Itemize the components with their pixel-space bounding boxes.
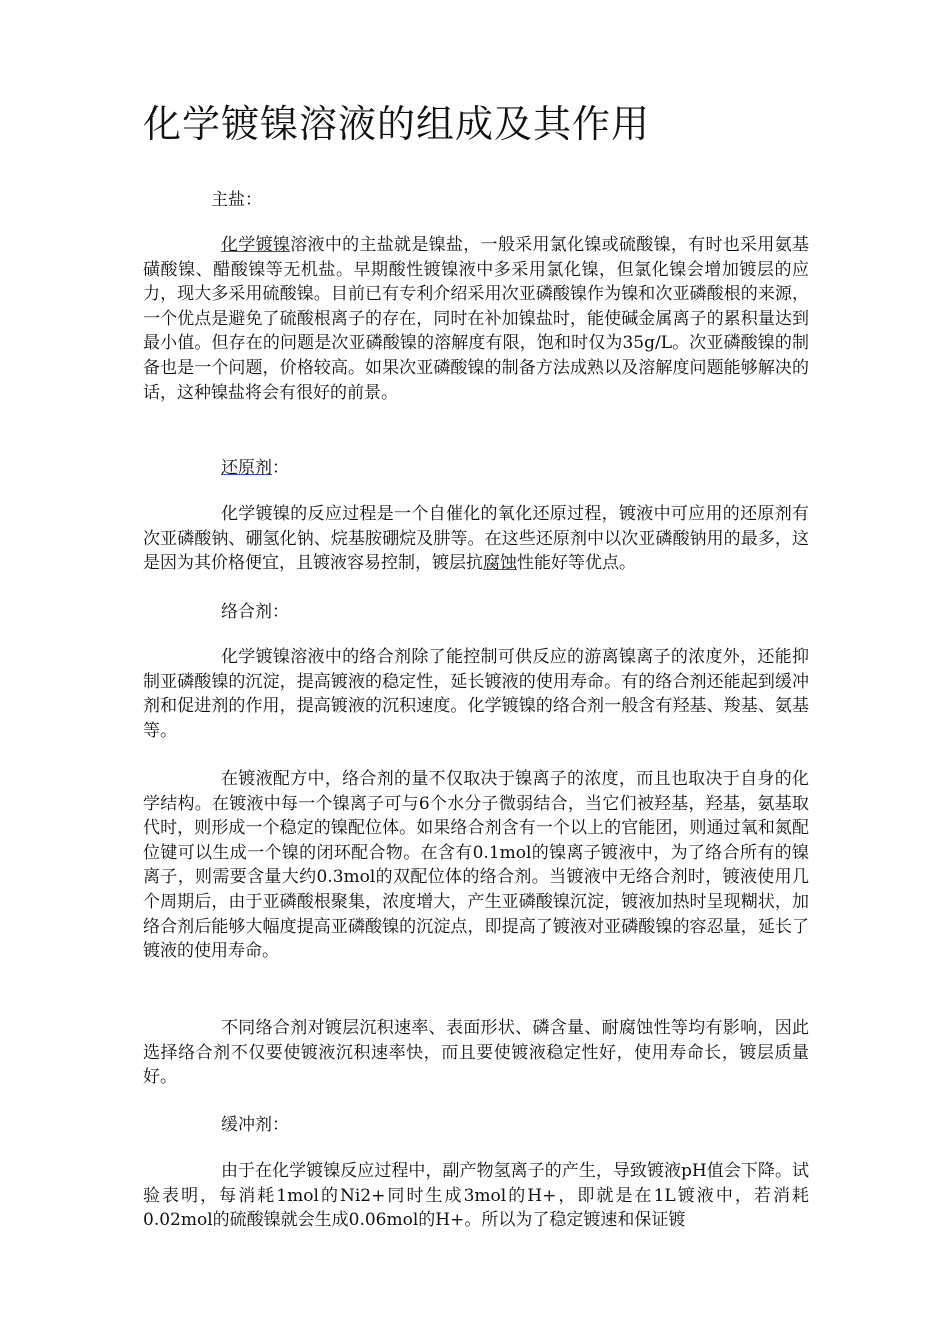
section-heading-complexing-agent: 络合剂： [221, 602, 289, 622]
paragraph-reducing-agent [143, 502, 809, 576]
paragraph-buffer-1: 由于在化学镀镍反应过程中，副产物氢离子的产生，导致镀液pH值会下降。试验表明，每消耗1mol的Ni2+同时生成3mol的H+，即就是在1L镀液中，若消耗0.02mol的硫酸镍就会生成0.06mol的H+。所以为了稳定镀速和保证镀 [143, 1161, 809, 1231]
section-heading-buffer: 缓冲剂： [221, 1115, 289, 1135]
paragraph-text: 溶液中的主盐就是镍盐，一般采用氯化镍或硫酸镍，有时也采用氨基磺酸镍、醋酸镍等无机盐。早期酸性镀镍液中多采用氯化镍，但氯化镍会增加镀层的应力，现大多采用硫酸镍。目前已有专利介绍采用次亚磷酸镍作为镍和次亚磷酸根的来源，一个优点是避免了硫酸根离子的存在，同时在补加镍盐时，能使碱金属离子的累积量达到最小值。但存在的问题是次亚磷酸镍的溶解度有限，饱和时仅为35g/L。次亚磷酸镍的制备也是一个问题，价格较高。如果次亚磷酸镍的制备方法成熟以及溶解度问题能够解决的话，这种镍盐将会有很好的前景。 [143, 235, 810, 403]
heading-suffix: ： [272, 458, 289, 478]
paragraph-complexing-2: 在镀液配方中，络合剂的量不仅取决于镍离子的浓度，而且也取决于自身的化学结构。在镀液中每一个镍离子可与6个水分子微弱结合，当它们被羟基，羟基，氨基取代时，则形成一个稳定的镍配位体。如果络合剂含有一个以上的官能团，则通过氧和氮配位键可以生成一个镍的闭环配合物。在含有0.1mol的镍离子镀液中，为了络合所有的镍离子，则需要含量大约0.3mol的双配位体的络合剂。当镀液中无络合剂时，镀液使用几个周期后，由于亚磷酸根聚集，浓度增大，产生亚磷酸镍沉淀，镀液加热时呈现糊状，加络合剂后能够大幅度提高亚磷酸镍的沉淀点，即提高了镀液对亚磷酸镍的容忍量，延长了镀液的使用寿命。 [143, 769, 809, 962]
paragraph-complexing-3: 不同络合剂对镀层沉积速率、表面形状、磷含量、耐腐蚀性等均有影响，因此选择络合剂不仅要使镀液沉积速率快，而且要使镀液稳定性好，使用寿命长，镀层质量好。 [143, 1018, 809, 1088]
paragraph-main-salt [143, 233, 809, 405]
link-reducing-agent[interactable]: 还原剂 [221, 458, 272, 478]
paragraph-text: 化学镀镍的反应过程是一个自催化的氧化还原过程，镀液中可应用的还原剂有次亚磷酸钠、硼氢化钠、烷基胺硼烷及肼等。在这些还原剂中以次亚磷酸钠用的最多，这是因为其价格便宜，且镀液容易控制，镀层抗 [143, 504, 809, 574]
section-heading-reducing-agent [221, 456, 289, 480]
paragraph-complexing-1: 化学镀镍溶液中的络合剂除了能控制可供反应的游离镍离子的浓度外，还能抑制亚磷酸镍的沉淀，提高镀液的稳定性，延长镀液的使用寿命。有的络合剂还能起到缓冲剂和促进剂的作用，提高镀液的沉积速度。化学镀镍的络合剂一般含有羟基、羧基、氨基等。 [143, 647, 809, 741]
document-title: 化学镀镍溶液的组成及其作用 [143, 102, 651, 146]
link-corrosion[interactable]: 腐蚀 [483, 553, 517, 574]
link-electroless-nickel[interactable]: 化学镀镍 [221, 235, 291, 255]
paragraph-text: 性能好等优点。 [517, 553, 636, 574]
section-heading-main-salt: 主盐： [211, 190, 262, 210]
